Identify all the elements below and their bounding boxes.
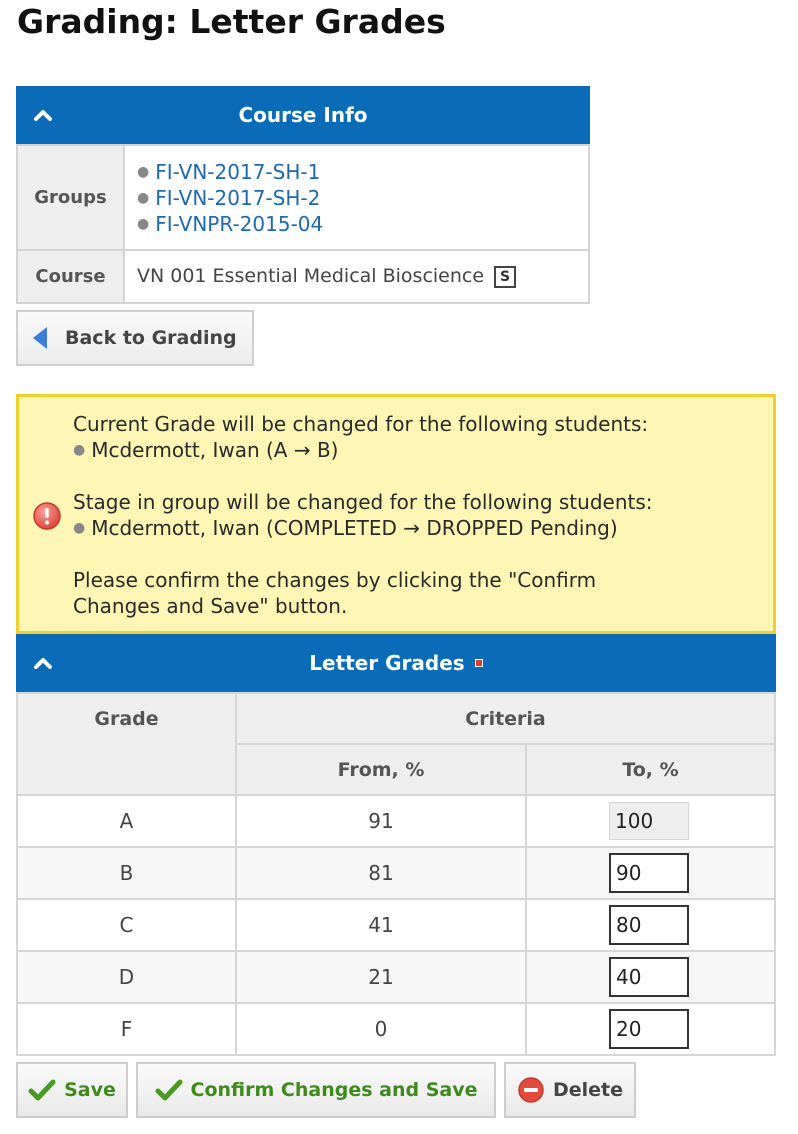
to-input[interactable]: 40 [609, 957, 689, 997]
group-item [137, 211, 576, 237]
back-arrow-icon [33, 327, 47, 349]
to-cell [526, 951, 775, 1003]
course-name: VN 001 Essential Medical Bioscience [137, 265, 485, 287]
to-cell [526, 1003, 775, 1055]
grade-cell: C [17, 899, 236, 951]
warning-item [73, 515, 755, 541]
col-criteria-header: Criteria [236, 693, 775, 744]
grade-cell: F [17, 1003, 236, 1055]
table-row [17, 1003, 775, 1055]
bullet-icon: ● [73, 442, 86, 458]
grade-cell: B [17, 847, 236, 899]
group-item [137, 185, 576, 211]
delete-button[interactable] [504, 1062, 636, 1118]
back-button-label: Back to Grading [65, 327, 237, 349]
group-item [137, 159, 576, 185]
chevron-up-icon[interactable] [32, 652, 54, 674]
grade-cell: A [17, 795, 236, 847]
course-cell [124, 250, 589, 303]
groups-cell [124, 145, 589, 250]
group-list [137, 159, 576, 237]
course-status-badge: S [494, 266, 516, 288]
warning-confirm-line-1: Please confirm the changes by clicking the "Confirm [73, 568, 597, 592]
groups-label: Groups [17, 145, 124, 250]
group-link-3[interactable]: FI-VNPR-2015-04 [155, 211, 324, 236]
header-row [17, 693, 775, 744]
page-title: Grading: Letter Grades [17, 2, 446, 41]
table-row [17, 899, 775, 951]
course-info-table [16, 144, 590, 304]
bullet-icon: ● [137, 189, 150, 206]
from-cell: 0 [236, 1003, 526, 1055]
to-input[interactable]: 90 [609, 853, 689, 893]
letter-grades-table [16, 692, 776, 1056]
checkmark-icon [155, 1078, 183, 1102]
warning-item [73, 437, 755, 463]
course-info-header[interactable] [16, 86, 590, 144]
course-row [17, 250, 589, 303]
col-grade-header: Grade [17, 693, 236, 795]
warning-item-text: Mcdermott, Iwan (COMPLETED → DROPPED Pending) [91, 516, 618, 540]
grade-cell: D [17, 951, 236, 1003]
letter-grades-title: Letter Grades [309, 651, 465, 675]
course-label: Course [17, 250, 124, 303]
to-input-readonly: 100 [609, 802, 689, 840]
back-to-grading-button[interactable] [16, 310, 254, 366]
bullet-icon: ● [137, 163, 150, 180]
to-input[interactable]: 20 [609, 1009, 689, 1049]
warning-line-stage: Stage in group will be changed for the following students: [73, 490, 653, 514]
group-link-1[interactable]: FI-VN-2017-SH-1 [155, 159, 321, 184]
to-cell [526, 795, 775, 847]
checkmark-icon [28, 1078, 56, 1102]
from-cell: 91 [236, 795, 526, 847]
bullet-icon: ● [137, 215, 150, 232]
letter-grades-header[interactable] [16, 634, 776, 692]
bullet-icon: ● [73, 520, 86, 536]
save-label: Save [64, 1079, 116, 1101]
to-input[interactable]: 80 [609, 905, 689, 945]
confirm-label: Confirm Changes and Save [190, 1079, 478, 1101]
warning-box [16, 394, 776, 634]
error-icon [32, 501, 62, 531]
groups-row [17, 145, 589, 250]
delete-label: Delete [552, 1079, 624, 1101]
save-button[interactable] [16, 1062, 128, 1118]
delete-icon [517, 1076, 545, 1104]
col-to-header: To, % [526, 744, 775, 795]
course-info-title: Course Info [238, 103, 368, 127]
table-row [17, 951, 775, 1003]
col-from-header: From, % [236, 744, 526, 795]
from-cell: 41 [236, 899, 526, 951]
confirm-changes-and-save-button[interactable] [136, 1062, 496, 1118]
from-cell: 81 [236, 847, 526, 899]
to-cell [526, 899, 775, 951]
from-cell: 21 [236, 951, 526, 1003]
required-indicator-icon [475, 659, 483, 667]
chevron-up-icon[interactable] [32, 104, 54, 126]
group-link-2[interactable]: FI-VN-2017-SH-2 [155, 185, 321, 210]
warning-item-text: Mcdermott, Iwan (A → B) [91, 438, 339, 462]
warning-line-grade: Current Grade will be changed for the following students: [73, 412, 649, 436]
table-row [17, 795, 775, 847]
table-row [17, 847, 775, 899]
to-cell [526, 847, 775, 899]
warning-confirm-line-2: Changes and Save" button. [73, 594, 348, 618]
